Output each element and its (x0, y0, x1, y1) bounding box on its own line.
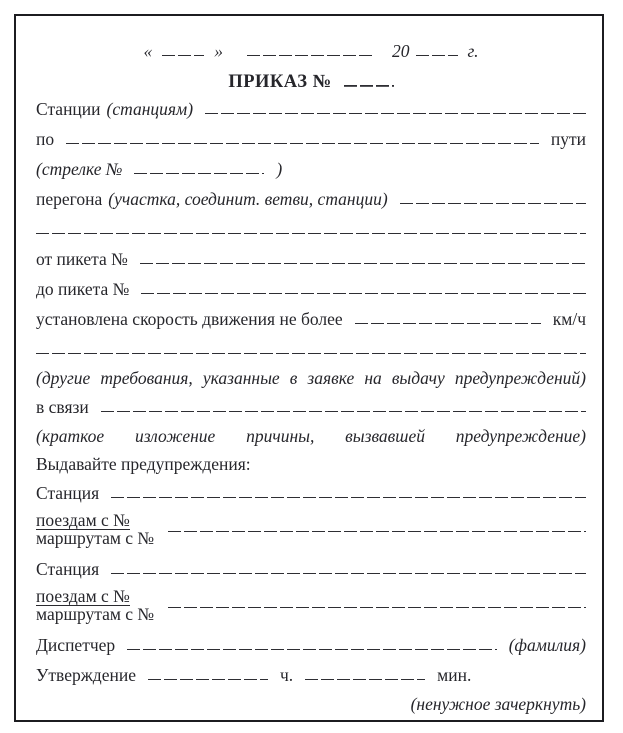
speed-label: установлена скорость движения не более (36, 308, 343, 329)
date-year-suffix: г. (467, 40, 479, 61)
stations-hint: (станциям) (106, 98, 194, 119)
date-day-blank (162, 40, 204, 57)
switch-hint-close: ) (276, 158, 283, 179)
order-form (36, 40, 586, 722)
reason-hint-row (36, 426, 586, 446)
speed-row (36, 308, 586, 328)
other-requirements-blank (36, 338, 586, 355)
reason-row (36, 396, 586, 416)
from-picket-label: от пикета № (36, 248, 128, 269)
minutes-abbr: мин. (437, 664, 472, 685)
surname-hint: (фамилия) (508, 634, 586, 655)
trains-routes-2-choice (36, 588, 154, 623)
trains-option-2: поездам с № (36, 586, 130, 606)
switch-hint-open: (стрелке № (36, 158, 123, 179)
track-prefix: по (36, 128, 55, 149)
other-requirements-hint: (другие требования, указанные в заявке на выдачу предупреждений) (36, 368, 586, 388)
stage-label: перегона (36, 188, 103, 209)
station-2-blank (111, 558, 586, 575)
date-century: 20 (392, 40, 410, 61)
stations-row (36, 98, 586, 118)
title-row (36, 70, 586, 90)
form-border-frame (14, 14, 604, 722)
approval-label: Утверждение (36, 664, 136, 685)
trains-routes-2-blank (168, 588, 586, 608)
stage-blank (400, 188, 586, 205)
to-picket-label: до пикета № (36, 278, 130, 299)
hours-abbr: ч. (279, 664, 294, 685)
reason-blank (101, 396, 586, 413)
issue-warnings-label: Выдавайте предупреждения: (36, 454, 251, 474)
trains-routes-1-choice (36, 512, 154, 547)
stations-label: Станции (36, 98, 101, 119)
issue-warnings-row (36, 454, 586, 474)
date-month-blank (247, 40, 374, 57)
stage-hint: (участка, соединит. ветви, станции) (108, 188, 388, 209)
approval-row (36, 664, 586, 684)
dispatcher-row (36, 634, 586, 654)
stations-blank (205, 98, 586, 115)
speed-blank (355, 308, 541, 325)
stage-row (36, 188, 586, 208)
track-suffix: пути (550, 128, 586, 149)
station-1-blank (111, 482, 586, 499)
date-year-blank (416, 40, 458, 57)
strike-note-row (36, 694, 586, 714)
routes-option-1: маршрутам с № (36, 528, 155, 548)
approval-minutes-blank (305, 664, 425, 681)
reason-label: в связи (36, 396, 89, 417)
speed-unit: км/ч (552, 308, 586, 329)
trains-routes-1-blank (168, 512, 586, 532)
trains-routes-2-row (36, 588, 586, 624)
dispatcher-label: Диспетчер (36, 634, 116, 655)
switch-row (36, 158, 586, 178)
station-2-label: Станция (36, 558, 100, 579)
track-blank (66, 128, 539, 145)
approval-hours-blank (148, 664, 268, 681)
routes-option-2: маршрутам с № (36, 604, 155, 624)
to-picket-row (36, 278, 586, 298)
stage-continuation-row (36, 218, 586, 238)
station-1-label: Станция (36, 482, 100, 503)
quote-open: « (143, 40, 153, 61)
trains-option-1: поездам с № (36, 510, 130, 530)
trains-routes-1-row (36, 512, 586, 548)
quote-close: » (214, 40, 223, 61)
date-line (36, 40, 586, 60)
strike-note: (ненужное зачеркнуть) (410, 694, 586, 714)
from-picket-blank (140, 248, 586, 265)
track-row (36, 128, 586, 148)
dispatcher-blank (127, 634, 497, 651)
form-title: ПРИКАЗ № (228, 71, 332, 92)
station-1-row (36, 482, 586, 502)
switch-number-blank (134, 158, 264, 175)
reason-hint: (краткое изложение причины, вызвавшей предупреждение) (36, 426, 586, 446)
station-2-row (36, 558, 586, 578)
from-picket-row (36, 248, 586, 268)
stage-continuation-blank (36, 218, 586, 235)
other-requirements-row (36, 338, 586, 358)
order-number-blank (344, 70, 394, 87)
other-requirements-hint-row (36, 368, 586, 388)
to-picket-blank (141, 278, 586, 295)
